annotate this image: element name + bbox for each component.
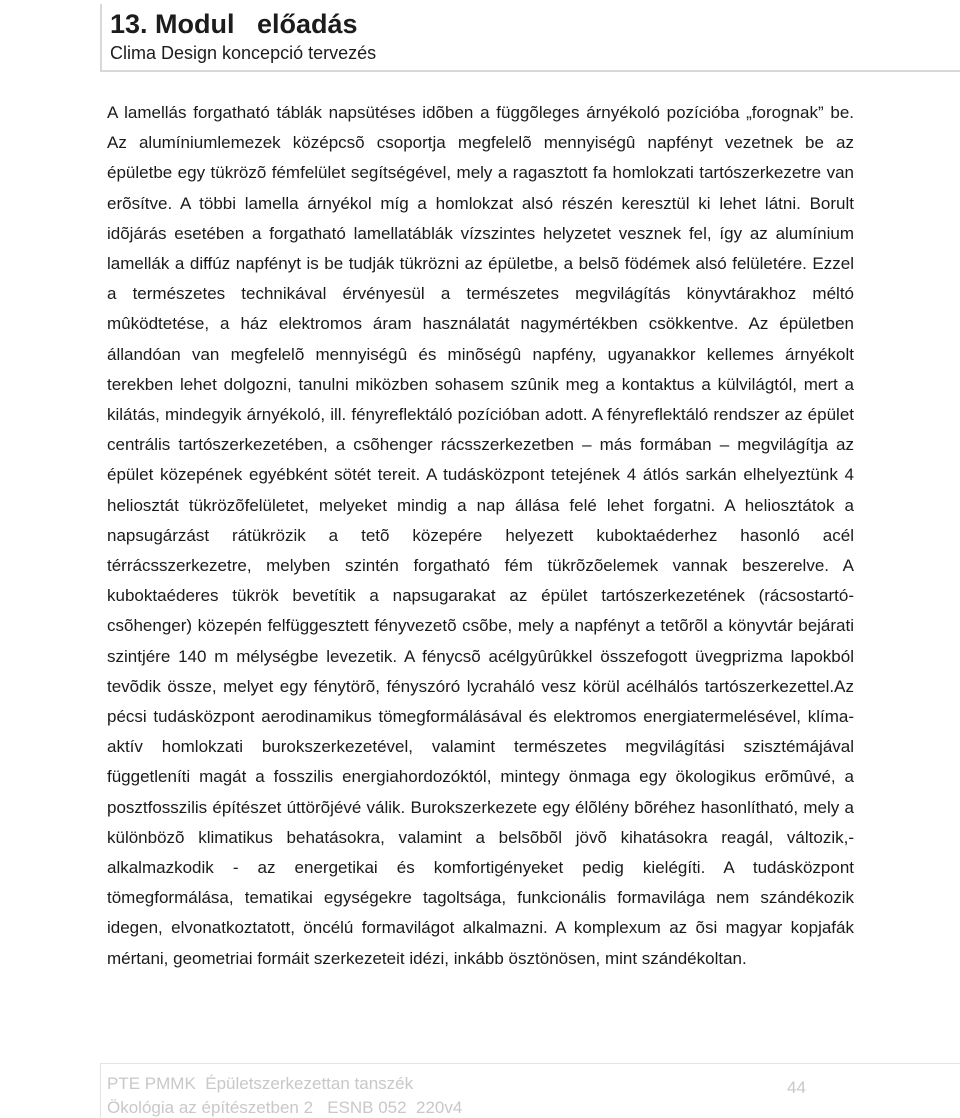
page-footer [100, 1063, 960, 1118]
footer-department: PTE PMMK Épületszerkezettan tanszék [107, 1074, 414, 1093]
body-paragraph: A lamellás forgatható táblák napsütéses idõben a függõleges árnyékoló pozícióba „forognak” be. Az alumíniumlemezek középcsõ csoportja megfelelõ mennyiségû napfényt vezetnek be az épületbe egy tükrözõ fémfelület segítségével, mely a ragasztott fa homlokzati tartószerkezetre van erõsítve. A többi lamella árnyékol míg a homlokzat alsó részén keresztül ki lehet látni. Borult idõjárás esetében a forgatható lamellatáblák vízszintes helyzetet vesznek fel, így az alumínium lamellák a diffúz napfényt is be tudják tükrözni az épületbe, a belsõ födémek alsó felületére. Ezzel a természetes technikával érvényesül a természetes megvilágítás könyvtárakhoz méltó mûködtetése, a ház elektromos áram használatát nagymértékben csökkentve. Az épületben állandóan van megfelelõ mennyiségû és minõségû napfény, ugyanakkor kellemes árnyékolt terekben lehet dolgozni, tanulni miközben sohasem szûnik meg a kontaktus a külvilágtól, mert a kilátás, mindegyik árnyékoló, ill. fényreflektáló pozícióban adott. A fényreflektáló rendszer az épület centrális tartószerkezetében, a csõhenger rácsszerkezetben – más formában – megvilágítja az épület közepének egyébként sötét tereit. A tudásközpont tetejének 4 átlós sarkán elhelyeztünk 4 heliosztát tükrözõfelületet, melyeket mindig a nap állása felé lehet forgatni. A heliosztátok a napsugárzást rátükrözik a tetõ közepére helyezett kuboktaéderhez hasonló acél térrácsszerkezetre, melyben szintén forgatható fém tükrõzõelemek vannak beszerelve. A kuboktaéderes tükrök bevetítik a napsugarakat az épület tartószerkezetének (rácsostartó-csõhenger) közepén felfüggesztett fényvezetõ csõbe, mely a napfényt a tetõrõl a könyvtár bejárati szintjére 140 m mélységbe levezetik. A fénycsõ acélgyûrûkkel összefogott üvegprizma lapokból tevõdik össze, melyet egy fénytörõ, fényszóró lycraháló vesz körül acélhálós tartószerkezettel.Az pécsi tudásközpont aerodinamikus tömegformálásával és elektromos energiatermelésével, klíma-aktív homlokzati burokszerkezetével, valamint természetes megvilágítási szisztémájával függetleníti magát a fosszilis energiahordozóktól, mintegy önmaga egy ökologikus erõmûvé, a posztfosszilis építészet úttörõjévé válik. Burokszerkezete egy élõlény bõréhez hasonlítható, mely a különbözõ klimatikus behatásokra, valamint a belsõbõl jövõ kihatásokra reagál, változik,- alkalmazkodik - az energetikai és komfortigényeket pedig kielégíti. A tudásközpont tömegformálása, tematikai egységekre tagoltsága, funkcionális formavilága nem szándékozik idegen, elvonatkoztatott, öncélú formavilágot alkalmazni. A komplexum az õsi magyar kopjafák mértani, geometriai formáit szerkezeteit idézi, inkább ösztönösen, mint szándékoltan. [107, 103, 854, 968]
body-text [107, 98, 854, 974]
page-title: 13. Modul előadás [110, 9, 358, 39]
page-header [100, 4, 960, 72]
page-number: 44 [787, 1078, 806, 1097]
footer-course: Ökológia az építészetben 2 ESNB 052 220v4 [107, 1098, 463, 1117]
page-subtitle: Clima Design koncepció tervezés [110, 43, 377, 63]
